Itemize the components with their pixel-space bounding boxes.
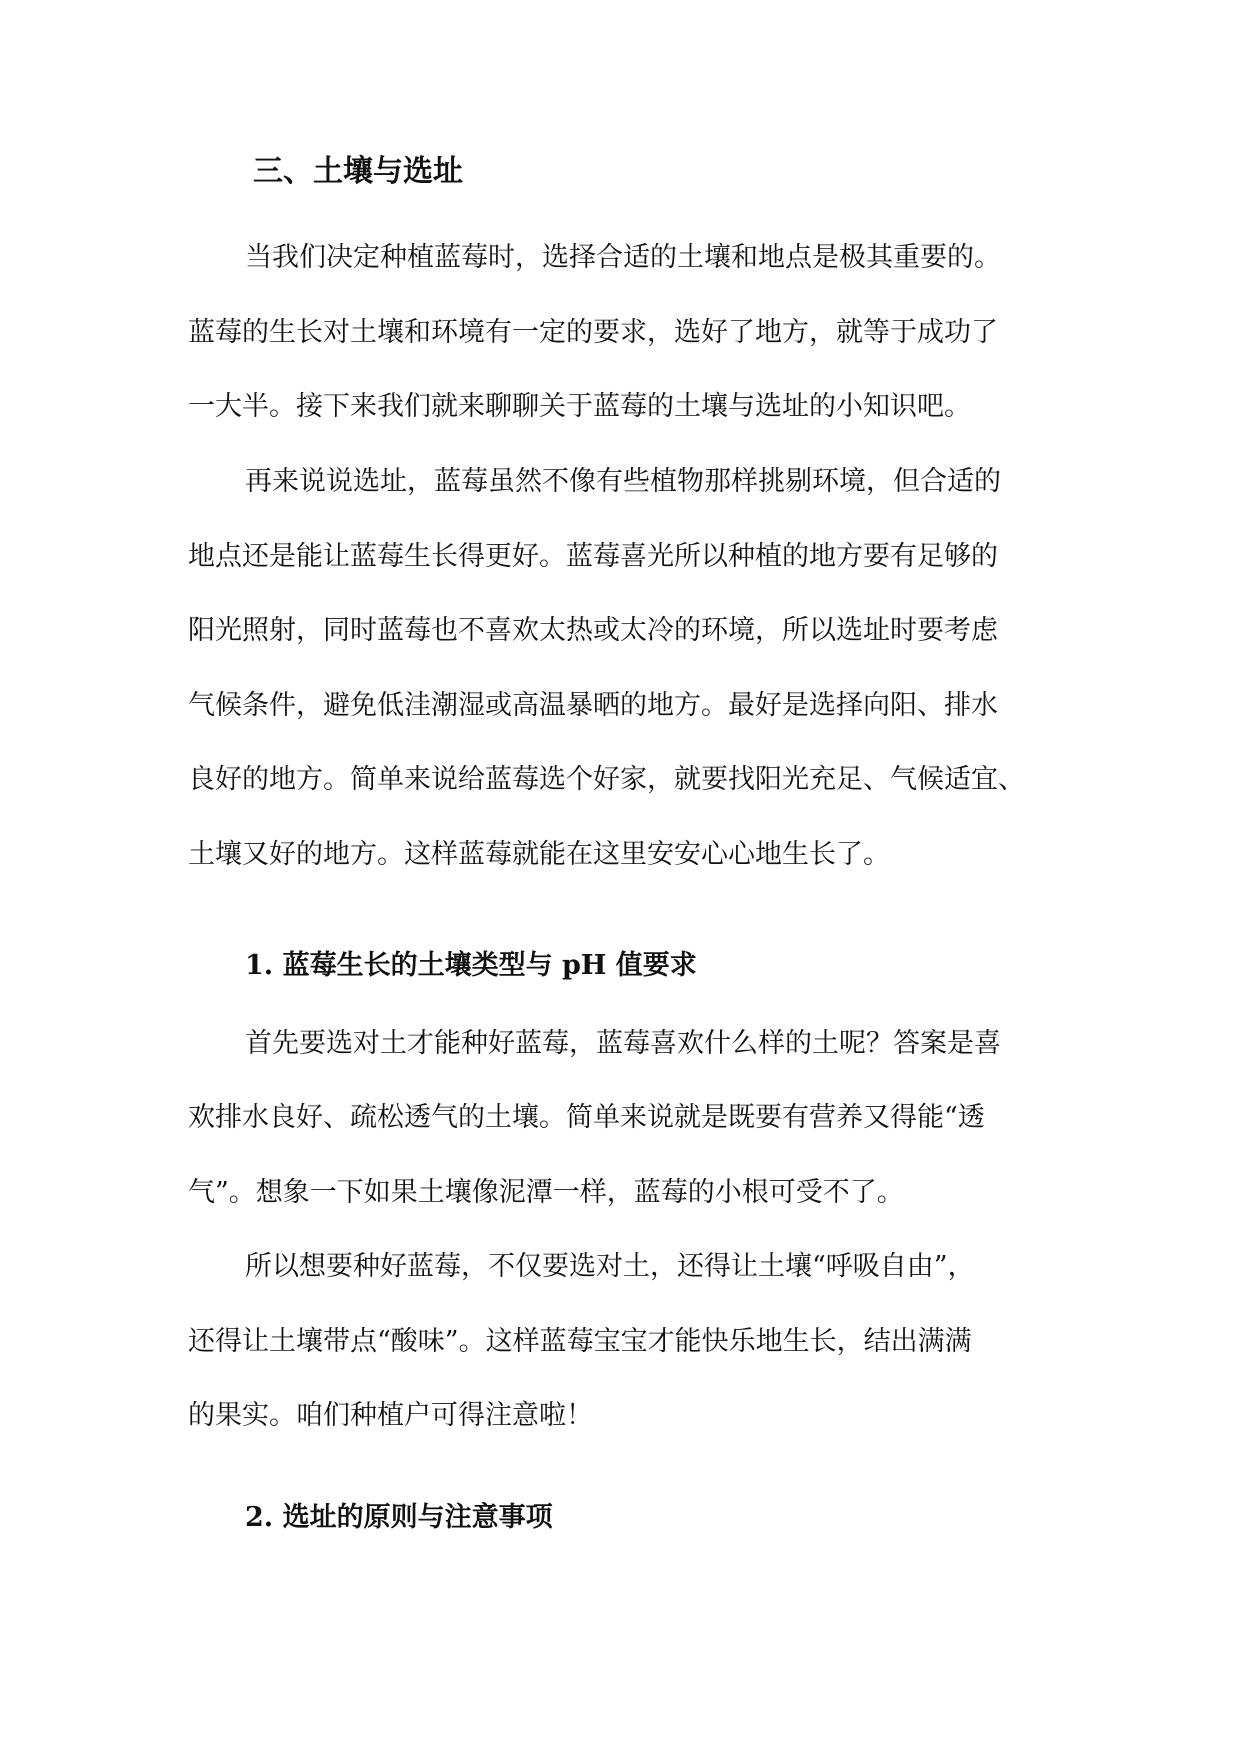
paragraph-1-line-2: 蓝莓的生长对土壤和环境有一定的要求，选好了地方，就等于成功了: [188, 317, 998, 348]
paragraph-2-line-2: 地点还是能让蓝莓生长得更好。蓝莓喜光所以种植的地方要有足够的: [188, 541, 998, 572]
paragraph-2-line-6: 土壤又好的地方。这样蓝莓就能在这里安安心心地生长了。: [188, 839, 890, 870]
paragraph-1-line-3: 一大半。接下来我们就来聊聊关于蓝莓的土壤与选址的小知识吧。: [188, 391, 971, 422]
section-title: 三、土壤与选址: [253, 154, 463, 189]
subsection-1-paragraph-2-line-1: 所以想要种好蓝莓，不仅要选对土，还得让土壤“呼吸自由”，: [245, 1251, 975, 1282]
paragraph-2-line-1: 再来说说选址，蓝莓虽然不像有些植物那样挑剔环境，但合适的: [245, 466, 1001, 497]
subsection-1-paragraph-1-line-1: 首先要选对土才能种好蓝莓，蓝莓喜欢什么样的土呢？答案是喜: [245, 1028, 1001, 1059]
subsection-1-paragraph-2-line-2: 还得让土壤带点“酸味”。这样蓝莓宝宝才能快乐地生长，结出满满: [188, 1326, 972, 1357]
subsection-2-title: 2. 选址的原则与注意事项: [245, 1502, 553, 1533]
subsection-1-paragraph-2-line-3: 的果实。咱们种植户可得注意啦！: [188, 1400, 593, 1431]
paragraph-1-line-1: 当我们决定种植蓝莓时，选择合适的土壤和地点是极其重要的。: [245, 242, 1001, 273]
subsection-1-paragraph-1-line-2: 欢排水良好、疏松透气的土壤。简单来说就是既要有营养又得能“透: [188, 1102, 985, 1133]
paragraph-2-line-3: 阳光照射，同时蓝莓也不喜欢太热或太冷的环境，所以选址时要考虑: [188, 615, 998, 646]
paragraph-2-line-5: 良好的地方。简单来说给蓝莓选个好家，就要找阳光充足、气候适宜、: [188, 764, 1025, 795]
paragraph-2-line-4: 气候条件，避免低洼潮湿或高温暴晒的地方。最好是选择向阳、排水: [188, 690, 998, 721]
subsection-1-title: 1. 蓝莓生长的土壤类型与 pH 值要求: [245, 950, 697, 981]
subsection-1-paragraph-1-line-3: 气”。想象一下如果土壤像泥潭一样，蓝莓的小根可受不了。: [188, 1177, 904, 1208]
